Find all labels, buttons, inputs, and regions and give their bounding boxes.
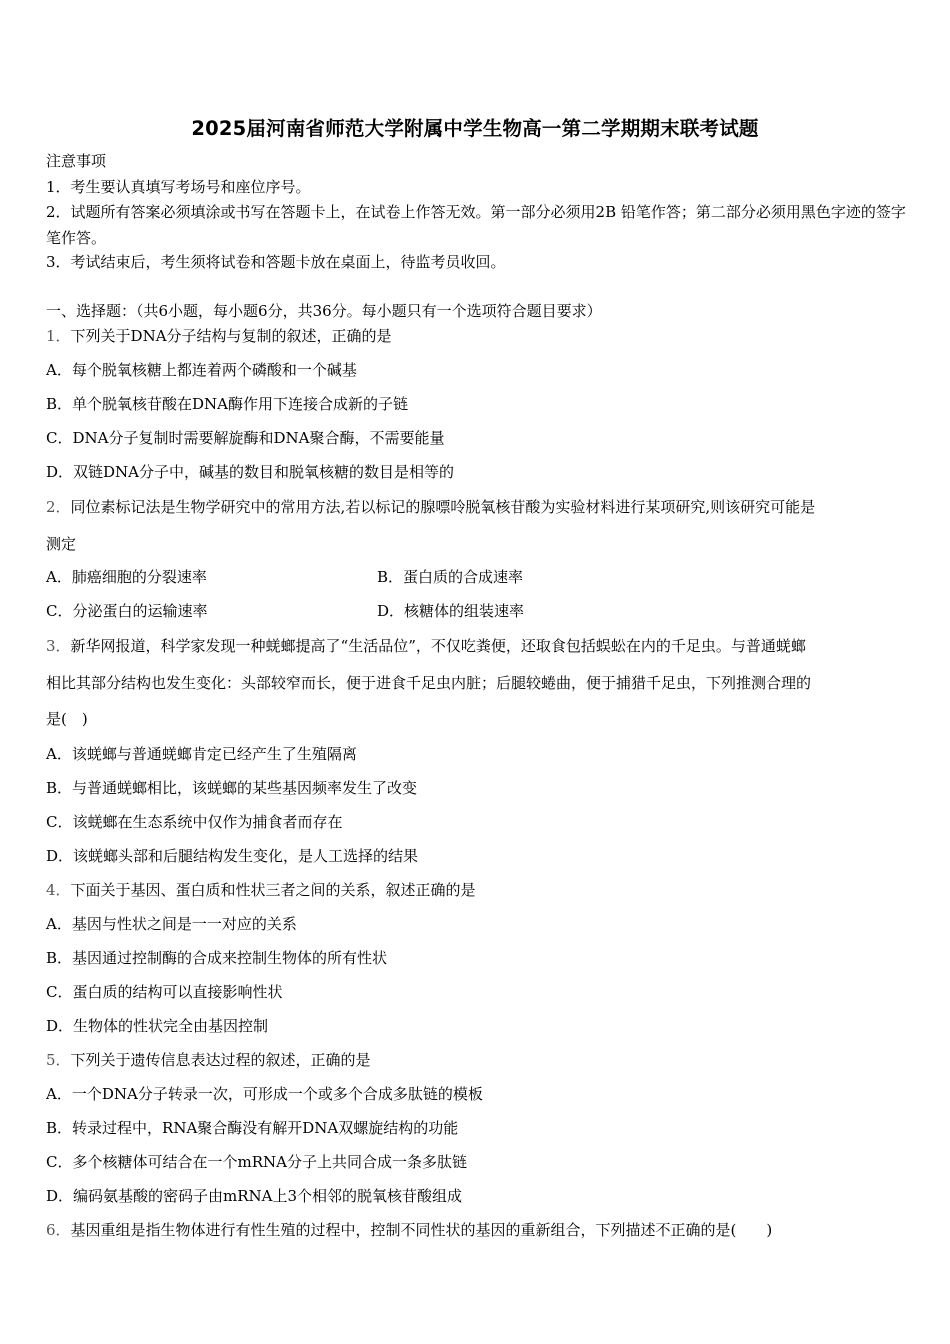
question-4-option-b: B．基因通过控制酶的合成来控制生物体的所有性状 (46, 949, 388, 967)
question-1-option-d: D．双链DNA分子中，碱基的数目和脱氧核糖的数目是相等的 (46, 463, 455, 481)
question-2-option-d: D．核糖体的组装速率 (377, 602, 525, 620)
question-3-option-c: C．该蜣螂在生态系统中仅作为捕食者而存在 (46, 813, 343, 831)
question-number: 4． (46, 881, 71, 899)
question-3-stem (46, 636, 806, 656)
question-text: 基因重组是指生物体进行有性生殖的过程中，控制不同性状的基因的重新组合，下列描述不正确的是( ) (70, 1221, 773, 1239)
notes-item-2: 2．试题所有答案必须填涂或书写在答题卡上，在试卷上作答无效。第一部分必须用2B 铅笔作答；第二部分必须用黑色字迹的签字笔作答。 (46, 203, 906, 247)
section-heading: 一、选择题：（共6小题，每小题6分，共36分。每小题只有一个选项符合题目要求） (46, 302, 602, 320)
question-number: 5． (46, 1051, 71, 1069)
question-2-option-a: A．肺癌细胞的分裂速率 (46, 568, 207, 586)
question-text: 下列关于DNA分子结构与复制的叙述，正确的是 (70, 327, 392, 345)
question-5-option-a: A．一个DNA分子转录一次，可形成一个或多个合成多肽链的模板 (46, 1085, 483, 1103)
notes-item-1: 1．考生要认真填写考场号和座位序号。 (46, 178, 311, 196)
question-5-option-b: B．转录过程中，RNA聚合酶没有解开DNA双螺旋结构的功能 (46, 1119, 459, 1137)
question-4-option-d: D．生物体的性状完全由基因控制 (46, 1017, 269, 1035)
question-1-option-a: A．每个脱氧核糖上都连着两个磷酸和一个碱基 (46, 361, 357, 379)
question-5-stem (46, 1050, 371, 1070)
question-5-option-d: D．编码氨基酸的密码子由mRNA上3个相邻的脱氧核苷酸组成 (46, 1187, 463, 1205)
notes-heading: 注意事项 (46, 152, 107, 170)
question-3-stem-end: 是( ) (46, 710, 88, 728)
question-text: 新华网报道，科学家发现一种蜣螂提高了“生活品位”，不仅吃粪便，还取食包括蜈蚣在内的千足虫。与普通蜣螂 (70, 637, 806, 655)
question-text: 下面关于基因、蛋白质和性状三者之间的关系，叙述正确的是 (70, 881, 476, 899)
question-1-option-b: B．单个脱氧核苷酸在DNA酶作用下连接合成新的子链 (46, 395, 409, 413)
question-number: 3． (46, 637, 71, 655)
question-2-option-c: C．分泌蛋白的运输速率 (46, 602, 208, 620)
question-2-stem-cont: 测定 (46, 535, 77, 553)
question-1-option-c: C．DNA分子复制时需要解旋酶和DNA聚合酶，不需要能量 (46, 429, 445, 447)
question-number: 2． (46, 498, 71, 516)
question-2-option-b: B．蛋白质的合成速率 (377, 568, 524, 586)
question-number: 1． (46, 327, 71, 345)
question-4-stem (46, 880, 476, 900)
question-number: 6． (46, 1221, 71, 1239)
question-3-stem-cont: 相比其部分结构也发生变化：头部较窄而长，便于进食千足虫内脏；后腿较蜷曲，便于捕猎千足虫，下列推测合理的 (46, 674, 812, 692)
question-6-stem (46, 1220, 772, 1240)
question-4-option-c: C．蛋白质的结构可以直接影响性状 (46, 983, 283, 1001)
question-text: 下列关于遗传信息表达过程的叙述，正确的是 (70, 1051, 371, 1069)
question-text: 同位素标记法是生物学研究中的常用方法,若以标记的腺嘌呤脱氧核苷酸为实验材料进行某项研究,则该研究可能是 (70, 498, 816, 516)
question-5-option-c: C．多个核糖体可结合在一个mRNA分子上共同合成一条多肽链 (46, 1153, 467, 1171)
question-3-option-d: D．该蜣螂头部和后腿结构发生变化，是人工选择的结果 (46, 847, 419, 865)
question-3-option-a: A．该蜣螂与普通蜣螂肯定已经产生了生殖隔离 (46, 745, 357, 763)
question-1-stem (46, 326, 392, 346)
question-3-option-b: B．与普通蜣螂相比，该蜣螂的某些基因频率发生了改变 (46, 779, 418, 797)
question-4-option-a: A．基因与性状之间是一一对应的关系 (46, 915, 297, 933)
notes-item-3: 3．考试结束后，考生须将试卷和答题卡放在桌面上，待监考员收回。 (46, 253, 506, 271)
question-2-stem (46, 497, 815, 517)
exam-title: 2025届河南省师范大学附属中学生物高一第二学期期末联考试题 (191, 117, 759, 140)
